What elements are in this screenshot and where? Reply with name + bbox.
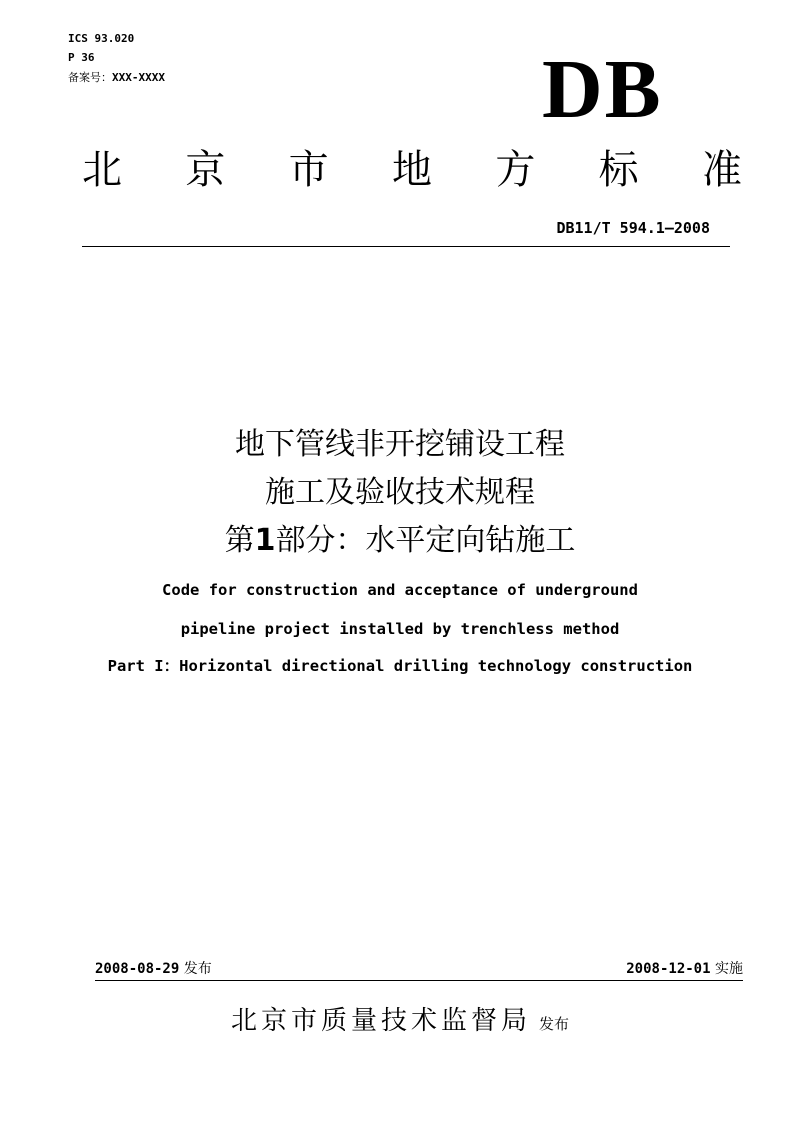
standard-type-char: 市 bbox=[288, 147, 329, 193]
implementation-date bbox=[555, 959, 743, 979]
standard-type bbox=[82, 144, 742, 196]
publisher-org: 北京市质量技术监督局 bbox=[230, 1006, 531, 1036]
standard-type-char: 标 bbox=[598, 147, 639, 193]
standard-type-char: 方 bbox=[495, 147, 536, 193]
issue-date-value: 2008-08-29 bbox=[95, 961, 180, 977]
ccs-code: P 36 bbox=[68, 51, 95, 64]
title-en-line-2: pipeline project installed by trenchless method bbox=[180, 620, 620, 638]
title-en-line-1: Code for construction and acceptance of underground bbox=[162, 581, 638, 599]
standard-type-char: 京 bbox=[185, 147, 226, 193]
implementation-date-label: 实施 bbox=[715, 961, 743, 977]
ics-code: ICS 93.020 bbox=[68, 32, 135, 45]
title-cn-line-2: 施工及验收技术规程 bbox=[265, 475, 535, 510]
implementation-date-value: 2008-12-01 bbox=[626, 961, 711, 977]
issue-date bbox=[95, 959, 212, 979]
standard-number: DB11/T 594.1—2008 bbox=[556, 219, 710, 237]
issue-date-label: 发布 bbox=[183, 961, 212, 977]
standard-type-char: 北 bbox=[82, 147, 122, 193]
db-logo: DB bbox=[542, 43, 663, 136]
title-cn-line-1: 地下管线非开挖铺设工程 bbox=[235, 427, 565, 462]
title-cn-line-3 bbox=[0, 522, 800, 560]
record-number-label: 备案号： bbox=[68, 71, 112, 84]
title-cn-part-number: 1 bbox=[254, 523, 276, 558]
standard-type-char: 地 bbox=[391, 147, 432, 193]
title-en-line-3: Part I：Horizontal directional drilling technology construction bbox=[107, 657, 693, 675]
record-number-value: XXX-XXXX bbox=[112, 71, 165, 84]
title-cn-part-prefix: 第 bbox=[224, 523, 255, 558]
title-cn-part-name: 部分：水平定向钻施工 bbox=[275, 523, 576, 558]
publisher bbox=[0, 1000, 800, 1037]
record-number bbox=[68, 71, 165, 85]
publisher-action: 发布 bbox=[539, 1015, 570, 1033]
top-divider bbox=[82, 246, 730, 247]
bottom-divider bbox=[95, 980, 743, 981]
standard-type-char: 准 bbox=[701, 147, 742, 193]
